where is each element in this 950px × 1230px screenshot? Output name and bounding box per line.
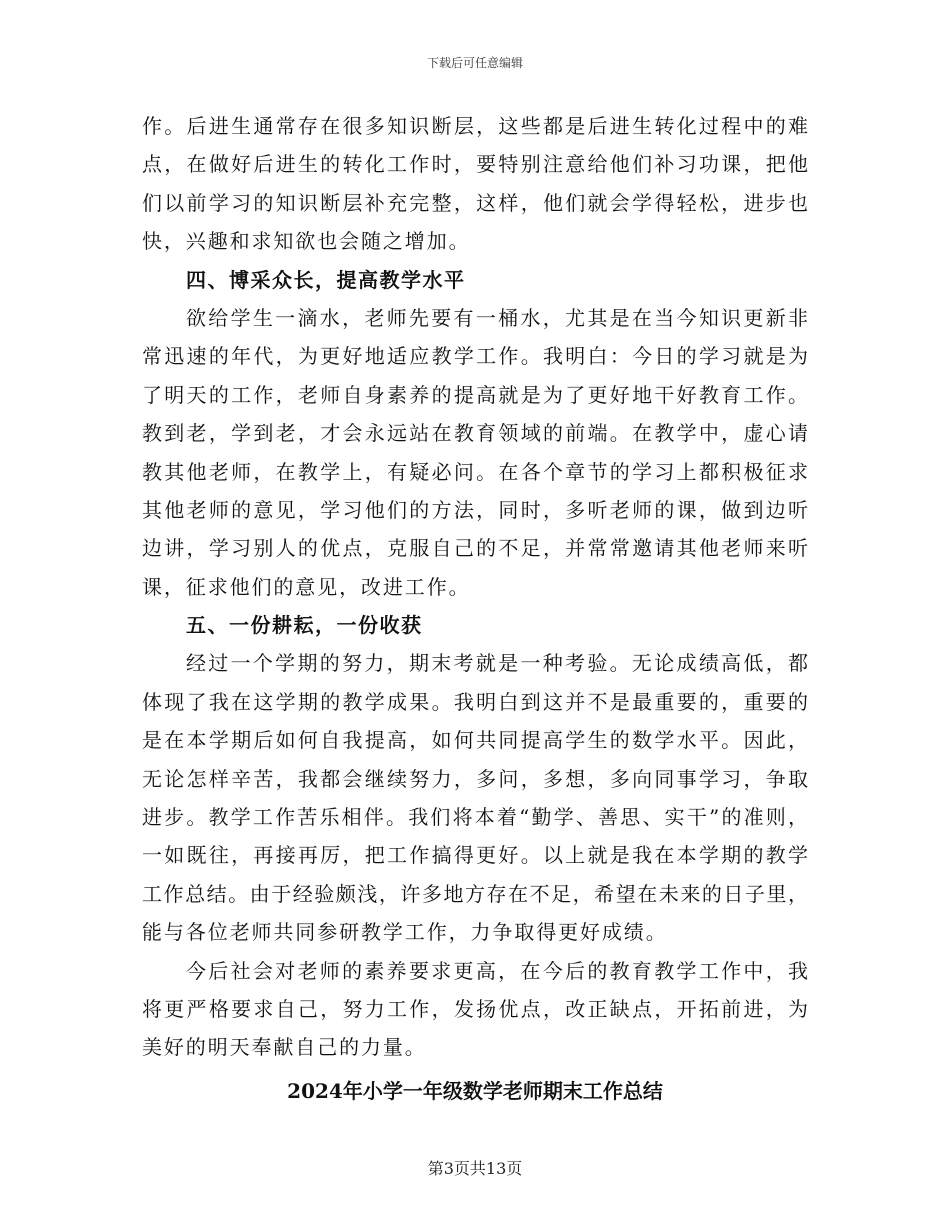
paragraph-line: 进步。教学工作苦乐相伴。我们将本着“勤学、善思、实干”的准则， (142, 805, 808, 830)
paragraph-line: 常迅速的年代，为更好地适应教学工作。我明白：今日的学习就是为 (142, 344, 808, 369)
paragraph-line: 今后社会对老师的素养要求更高，在今后的教育教学工作中，我 (186, 958, 808, 983)
paragraph-line: 了明天的工作，老师自身素养的提高就是为了更好地干好教育工作。 (142, 382, 808, 407)
paragraph-line: 点，在做好后进生的转化工作时，要特别注意给他们补习功课，把他 (142, 152, 808, 177)
page-number: 第3页共13页 (427, 1159, 523, 1178)
document-body (142, 107, 808, 1112)
paragraph-line: 教到老，学到老，才会永远站在教育领域的前端。在教学中，虚心请 (142, 421, 808, 446)
section-heading: 四、博采众长，提高教学水平 (186, 267, 466, 292)
document-title: 2024年小学一年级数学老师期末工作总结 (287, 1078, 663, 1103)
paragraph-line: 是在本学期后如何自我提高，如何共同提高学生的数学水平。因此， (142, 728, 808, 753)
paragraph-line: 课，征求他们的意见，改进工作。 (142, 574, 471, 599)
paragraph-line: 欲给学生一滴水，老师先要有一桶水，尤其是在当今知识更新非 (186, 305, 808, 330)
paragraph-line: 们以前学习的知识断层补充完整，这样，他们就会学得轻松，进步也 (142, 190, 808, 215)
paragraph-line: 教其他老师，在教学上，有疑必问。在各个章节的学习上都积极征求 (142, 459, 808, 484)
paragraph-line: 其他老师的意见，学习他们的方法，同时，多听老师的课，做到边听 (142, 497, 808, 522)
paragraph-line: 作。后进生通常存在很多知识断层，这些都是后进生转化过程中的难 (142, 114, 808, 138)
paragraph-line: 边讲，学习别人的优点，克服自己的不足，并常常邀请其他老师来听 (142, 536, 808, 561)
paragraph-line: 将更严格要求自己，努力工作，发扬优点，改正缺点，开拓前进，为 (142, 996, 808, 1021)
paragraph-line: 无论怎样辛苦，我都会继续努力，多问，多想，多向同事学习，争取 (142, 766, 808, 791)
paragraph-line: 工作总结。由于经验颇浅，许多地方存在不足，希望在未来的日子里， (142, 881, 808, 906)
paragraph-line: 美好的明天奉献自己的力量。 (142, 1035, 427, 1060)
page-header: 下载后可任意编辑 (426, 56, 523, 70)
paragraph-line: 一如既往，再接再厉，把工作搞得更好。以上就是我在本学期的教学 (142, 843, 808, 868)
paragraph-line: 经过一个学期的努力，期末考就是一种考验。无论成绩高低，都 (186, 651, 808, 676)
paragraph-line: 体现了我在这学期的教学成果。我明白到这并不是最重要的，重要的 (142, 689, 808, 714)
section-heading: 五、一份耕耘，一份收获 (186, 613, 423, 638)
paragraph-line: 能与各位老师共同参研教学工作，力争取得更好成绩。 (142, 920, 668, 945)
paragraph-line: 快，兴趣和求知欲也会随之增加。 (142, 229, 471, 254)
